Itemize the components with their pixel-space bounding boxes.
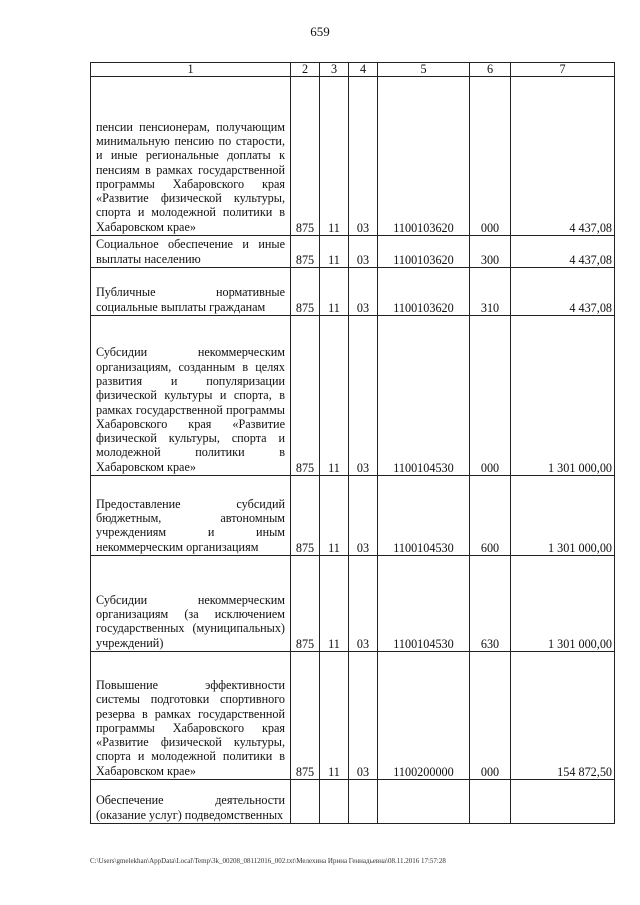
cell-code-2: 875	[291, 77, 320, 236]
cell-target-article: 1100103620	[378, 77, 470, 236]
cell-target-article: 1100104530	[378, 316, 470, 476]
cell-code-4: 03	[349, 652, 378, 780]
file-path-footer: C:\Users\gmelekhan\AppData\Local\Temp\3k_00208_08112016_002.txt\Мелехина Ирина Геннадьевна\08.11.2016 17:57:28	[90, 857, 446, 865]
cell-code-3: 11	[320, 652, 349, 780]
cell-expense-type: 000	[470, 652, 511, 780]
cell-expense-type: 630	[470, 556, 511, 652]
cell-code-4: 03	[349, 556, 378, 652]
cell-code-2: 875	[291, 268, 320, 316]
cell-code-4: 03	[349, 476, 378, 556]
cell-code-4: 03	[349, 77, 378, 236]
cell-code-3: 11	[320, 236, 349, 268]
cell-expense-type: 600	[470, 476, 511, 556]
cell-code-3: 11	[320, 268, 349, 316]
cell-code-4: 03	[349, 268, 378, 316]
header-cell: 2	[291, 63, 320, 77]
header-cell: 4	[349, 63, 378, 77]
cell-code-3	[320, 780, 349, 824]
cell-target-article: 1100104530	[378, 556, 470, 652]
cell-code-2: 875	[291, 476, 320, 556]
cell-expense-type: 300	[470, 236, 511, 268]
row-description: Социальное обеспечение и иные выплаты населению	[91, 236, 291, 268]
header-cell: 6	[470, 63, 511, 77]
table-row	[91, 77, 615, 236]
cell-code-2: 875	[291, 316, 320, 476]
table-row	[91, 556, 615, 652]
cell-expense-type	[470, 780, 511, 824]
cell-code-3: 11	[320, 556, 349, 652]
header-cell: 3	[320, 63, 349, 77]
cell-expense-type: 310	[470, 268, 511, 316]
cell-target-article: 1100104530	[378, 476, 470, 556]
page-number: 659	[310, 24, 330, 39]
cell-amount: 4 437,08	[511, 236, 615, 268]
cell-target-article: 1100103620	[378, 268, 470, 316]
cell-amount: 154 872,50	[511, 652, 615, 780]
row-description: Предоставление субсидий бюджетным, автономным учреждениям и иным некоммерческим организациям	[91, 476, 291, 556]
cell-expense-type: 000	[470, 316, 511, 476]
cell-expense-type: 000	[470, 77, 511, 236]
row-description: Обеспечение деятельности (оказание услуг) подведомственных	[91, 780, 291, 824]
header-cell: 1	[91, 63, 291, 77]
cell-target-article: 1100103620	[378, 236, 470, 268]
table-row	[91, 316, 615, 476]
cell-code-2	[291, 780, 320, 824]
table-row	[91, 236, 615, 268]
cell-amount: 1 301 000,00	[511, 556, 615, 652]
cell-amount: 4 437,08	[511, 268, 615, 316]
cell-amount: 4 437,08	[511, 77, 615, 236]
row-description: Субсидии некоммерческим организациям, созданным в целях развития и популяризации физической культуры и спорта, в рамках государственной программы Хабаровского края «Развитие физической культуры, спорта и молодежной политики в Хабаровском крае»	[91, 316, 291, 476]
cell-code-3: 11	[320, 77, 349, 236]
table-row	[91, 780, 615, 824]
cell-amount	[511, 780, 615, 824]
header-cell: 5	[378, 63, 470, 77]
cell-code-2: 875	[291, 652, 320, 780]
cell-code-4: 03	[349, 236, 378, 268]
header-cell: 7	[511, 63, 615, 77]
cell-target-article: 1100200000	[378, 652, 470, 780]
row-description: Повышение эффективности системы подготовки спортивного резерва в рамках государственной программы Хабаровского края «Развитие физической культуры, спорта и молодежной политики в Хабаровском крае»	[91, 652, 291, 780]
row-description: Публичные нормативные социальные выплаты гражданам	[91, 268, 291, 316]
table-header-row	[91, 63, 615, 77]
cell-amount: 1 301 000,00	[511, 316, 615, 476]
table-row	[91, 476, 615, 556]
cell-amount: 1 301 000,00	[511, 476, 615, 556]
cell-code-4	[349, 780, 378, 824]
cell-target-article	[378, 780, 470, 824]
cell-code-2: 875	[291, 556, 320, 652]
cell-code-2: 875	[291, 236, 320, 268]
table-row	[91, 652, 615, 780]
budget-table	[90, 62, 615, 824]
table-row	[91, 268, 615, 316]
row-description: пенсии пенсионерам, получающим минимальную пенсию по старости, и иные региональные доплаты к пенсиям в рамках государственной программы Хабаровского края «Развитие физической культуры, спорта и молодежной политики в Хабаровском крае»	[91, 77, 291, 236]
cell-code-3: 11	[320, 476, 349, 556]
cell-code-3: 11	[320, 316, 349, 476]
row-description: Субсидии некоммерческим организациям (за исключением государственных (муниципальных) учреждений)	[91, 556, 291, 652]
cell-code-4: 03	[349, 316, 378, 476]
